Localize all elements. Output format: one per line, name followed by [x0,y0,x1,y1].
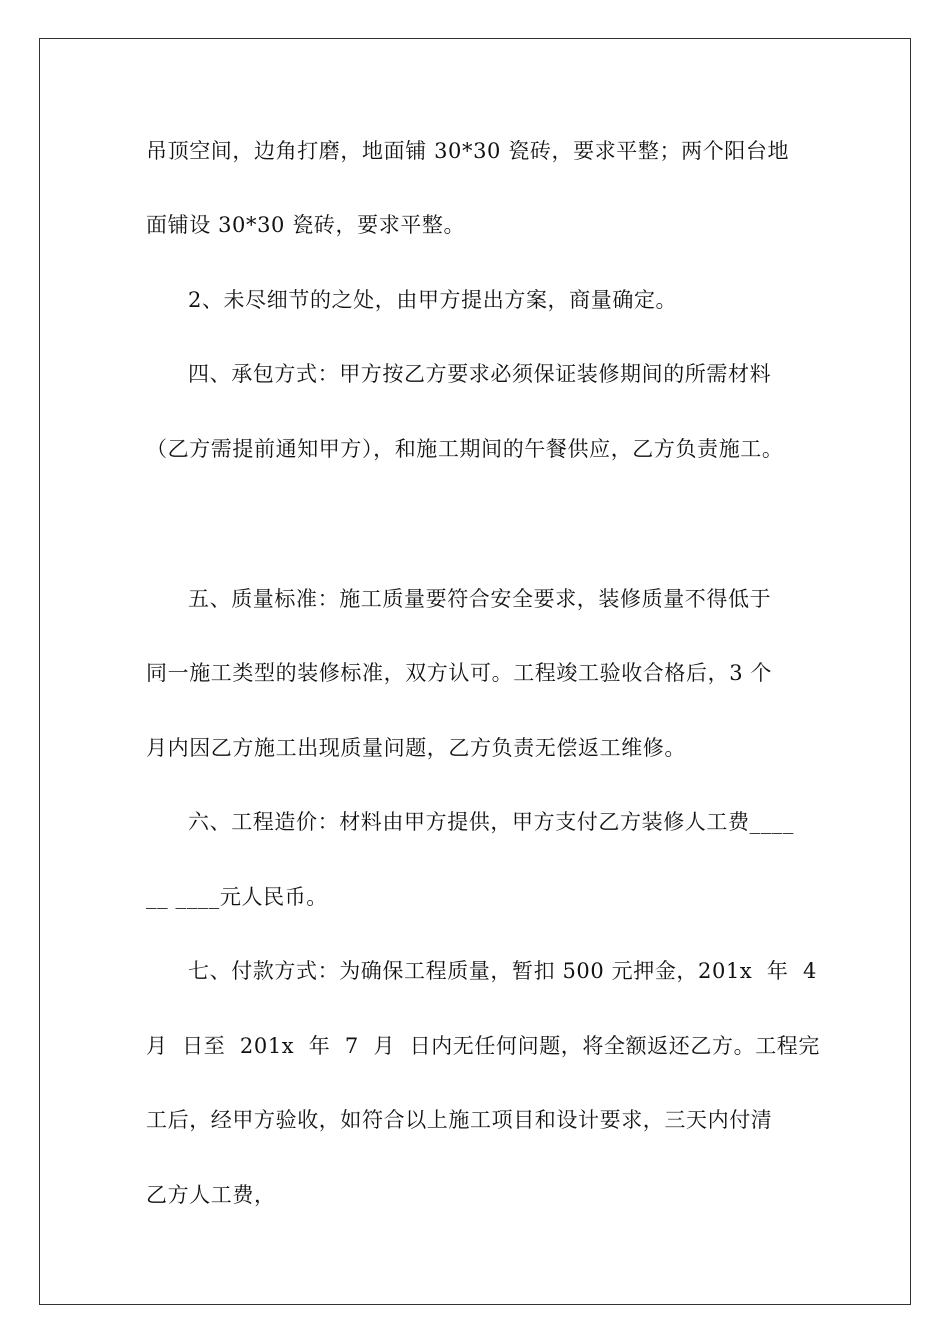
text-line: 六、工程造价：材料由甲方提供，甲方支付乙方装修人工费____ [188,810,794,834]
text-line: 月 日至 201x 年 7 月 日内无任何问题，将全额返还乙方。工程完 [146,1034,820,1058]
text-line: 面铺设 30*30 瓷砖，要求平整。 [146,213,466,237]
text-line: （乙方需提前通知甲方），和施工期间的午餐供应，乙方负责施工。 [146,437,784,461]
text-line: 工后，经甲方验收，如符合以上施工项目和设计要求，三天内付清 [146,1108,773,1132]
text-line: 月内因乙方施工出现质量问题，乙方负责无偿返工维修。 [146,736,686,760]
text-line: 同一施工类型的装修标准，双方认可。工程竣工验收合格后，3 个 [146,661,773,685]
text-line: 五、质量标准：施工质量要符合安全要求，装修质量不得低于 [188,587,772,611]
text-line: 吊顶空间，边角打磨，地面铺 30*30 瓷砖，要求平整；两个阳台地 [146,139,790,163]
text-line: 七、付款方式：为确保工程质量，暂扣 500 元押金，201x 年 4 [188,959,818,983]
text-line: 四、承包方式：甲方按乙方要求必须保证装修期间的所需材料 [188,362,772,386]
text-line: 2、未尽细节的之处，由甲方提出方案，商量确定。 [188,288,678,312]
text-line: __ ____元人民币。 [146,885,328,909]
text-line: 乙方人工费， [146,1183,276,1207]
